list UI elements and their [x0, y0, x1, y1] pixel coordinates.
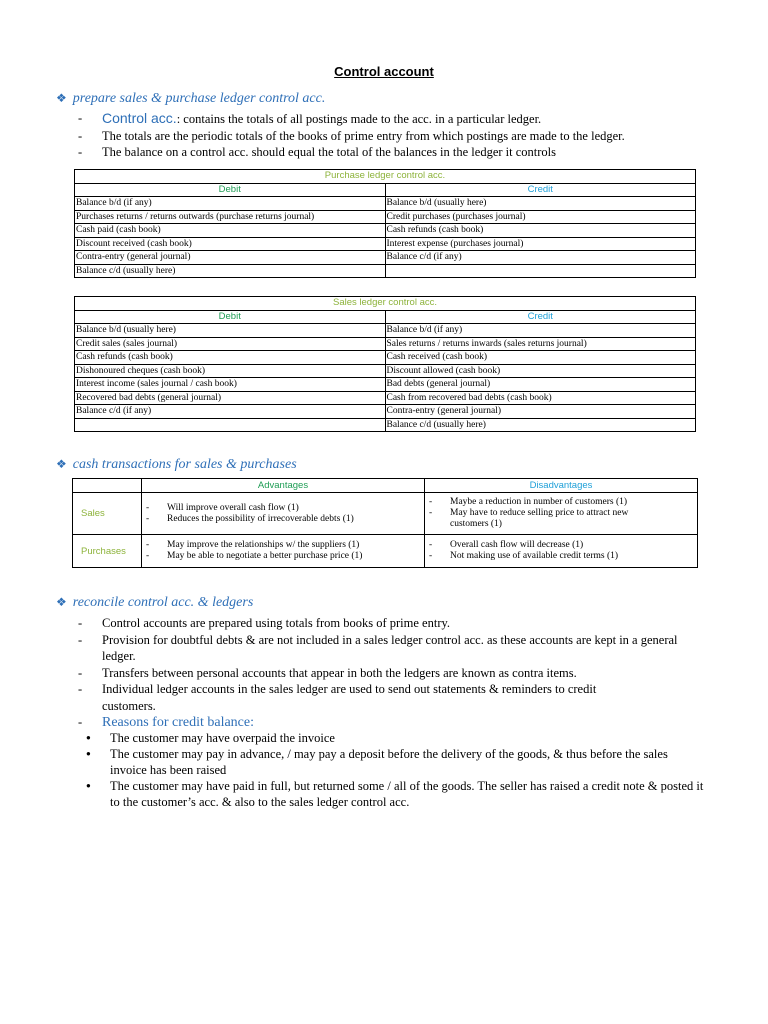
- table-row: [75, 364, 696, 378]
- credit-cell: Contra-entry (general journal): [385, 405, 696, 419]
- table-row: [75, 324, 696, 338]
- term-control-acc: Control acc.: [102, 110, 177, 126]
- credit-cell: Cash from recovered bad debts (cash book): [385, 391, 696, 405]
- diamond-bullet-icon: ❖: [56, 595, 67, 609]
- table-caption: Purchase ledger control acc.: [75, 170, 696, 184]
- diamond-bullet-icon: ❖: [56, 91, 67, 105]
- list-item: ● The customer may have paid in full, but returned some / all of the goods. The seller has raised a credit note & posted it to the customer’s acc. & also to the sales ledger control acc.: [86, 778, 706, 810]
- credit-cell: Interest expense (purchases journal): [385, 237, 696, 251]
- credit-cell: Cash received (cash book): [385, 351, 696, 365]
- term-definition: : contains the totals of all postings made to the acc. in a particular ledger.: [176, 112, 542, 126]
- debit-cell: [75, 418, 386, 432]
- advantages-header: Advantages: [142, 479, 425, 493]
- list-item: - The totals are the periodic totals of the books of prime entry from which postings are made to the ledger.: [78, 128, 718, 145]
- row-label-purchases: Purchases: [73, 535, 142, 568]
- credit-cell: Credit purchases (purchases journal): [385, 210, 696, 224]
- control-acc-points: [78, 110, 718, 161]
- debit-cell: Contra-entry (general journal): [75, 251, 386, 265]
- purchase-ledger-table: [74, 169, 696, 278]
- debit-cell: Purchases returns / returns outwards (purchase returns journal): [75, 210, 386, 224]
- credit-cell: Balance c/d (usually here): [385, 418, 696, 432]
- list-item: - Provision for doubtful debts & are not included in a sales ledger control acc. as these accounts are kept in a general ledger.: [78, 632, 698, 665]
- list-item: - Individual ledger accounts in the sales ledger are used to send out statements & reminders to credit customers.: [78, 681, 698, 714]
- page-title: Control account: [334, 64, 434, 79]
- list-item: - Not making use of available credit terms (1): [426, 551, 696, 562]
- section-heading-text: cash transactions for sales & purchases: [72, 457, 297, 472]
- list-item: - The balance on a control acc. should equal the total of the balances in the ledger it controls: [78, 144, 718, 161]
- list-item: - May be able to negotiate a better purchase price (1): [143, 551, 423, 562]
- diamond-bullet-icon: ❖: [56, 457, 67, 471]
- debit-cell: Dishonoured cheques (cash book): [75, 364, 386, 378]
- purchases-advantages-cell: [142, 535, 425, 568]
- debit-cell: Cash refunds (cash book): [75, 351, 386, 365]
- section-heading-text: prepare sales & purchase ledger control acc.: [72, 91, 326, 106]
- cash-transactions-table: [72, 478, 698, 568]
- row-label-sales: Sales: [73, 493, 142, 535]
- debit-cell: Balance c/d (usually here): [75, 264, 386, 278]
- list-item: [78, 714, 698, 732]
- table-row: [75, 197, 696, 211]
- table-row: [75, 210, 696, 224]
- section-heading-text: reconcile control acc. & ledgers: [72, 595, 254, 610]
- debit-cell: Discount received (cash book): [75, 237, 386, 251]
- list-item: - Control accounts are prepared using totals from books of prime entry.: [78, 615, 698, 632]
- reasons-label: Reasons for credit balance:: [102, 715, 254, 730]
- credit-balance-reasons: [86, 730, 706, 810]
- list-item: - Overall cash flow will decrease (1): [426, 540, 696, 551]
- debit-cell: Interest income (sales journal / cash book): [75, 378, 386, 392]
- credit-cell: Balance c/d (if any): [385, 251, 696, 265]
- table-row: [75, 378, 696, 392]
- table-row: [75, 351, 696, 365]
- section-heading-reconcile: [56, 595, 253, 611]
- empty-corner-cell: [73, 479, 142, 493]
- credit-cell: Bad debts (general journal): [385, 378, 696, 392]
- table-caption: Sales ledger control acc.: [75, 297, 696, 311]
- list-item: ● The customer may have overpaid the invoice: [86, 730, 706, 746]
- credit-cell: Balance b/d (if any): [385, 324, 696, 338]
- debit-header: Debit: [75, 310, 386, 324]
- list-item: [78, 110, 718, 128]
- list-item: - May have to reduce selling price to attract new customers (1): [426, 508, 666, 530]
- table-row: [75, 237, 696, 251]
- credit-header: Credit: [385, 310, 696, 324]
- credit-header: Credit: [385, 183, 696, 197]
- list-item: - May improve the relationships w/ the suppliers (1): [143, 540, 423, 551]
- table-row: [75, 251, 696, 265]
- credit-cell: Sales returns / returns inwards (sales returns journal): [385, 337, 696, 351]
- section-heading-cash: [56, 457, 297, 473]
- credit-cell: Discount allowed (cash book): [385, 364, 696, 378]
- credit-cell: Balance b/d (usually here): [385, 197, 696, 211]
- reconcile-points: [78, 615, 698, 732]
- list-item: - Maybe a reduction in number of customers (1): [426, 497, 666, 508]
- table-row: [75, 405, 696, 419]
- table-row: [73, 535, 698, 568]
- list-item: - Transfers between personal accounts that appear in both the ledgers are known as contra items.: [78, 665, 698, 682]
- credit-cell: Cash refunds (cash book): [385, 224, 696, 238]
- list-item: ● The customer may pay in advance, / may pay a deposit before the delivery of the goods, & thus before the sales invoice has been raised: [86, 746, 706, 778]
- debit-header: Debit: [75, 183, 386, 197]
- debit-cell: Recovered bad debts (general journal): [75, 391, 386, 405]
- debit-cell: Balance c/d (if any): [75, 405, 386, 419]
- purchases-disadvantages-cell: [425, 535, 698, 568]
- credit-cell: [385, 264, 696, 278]
- debit-cell: Balance b/d (if any): [75, 197, 386, 211]
- sales-ledger-table: [74, 296, 696, 432]
- list-item: - Will improve overall cash flow (1): [143, 503, 423, 514]
- table-row: [75, 224, 696, 238]
- table-row: [75, 418, 696, 432]
- table-row: [75, 337, 696, 351]
- list-item: - Reduces the possibility of irrecoverable debts (1): [143, 514, 423, 525]
- table-row: [75, 391, 696, 405]
- debit-cell: Cash paid (cash book): [75, 224, 386, 238]
- disadvantages-header: Disadvantages: [425, 479, 698, 493]
- debit-cell: Credit sales (sales journal): [75, 337, 386, 351]
- section-heading-prepare: [56, 91, 325, 107]
- sales-advantages-cell: [142, 493, 425, 535]
- sales-disadvantages-cell: [425, 493, 698, 535]
- table-row: [73, 493, 698, 535]
- debit-cell: Balance b/d (usually here): [75, 324, 386, 338]
- table-row: [75, 264, 696, 278]
